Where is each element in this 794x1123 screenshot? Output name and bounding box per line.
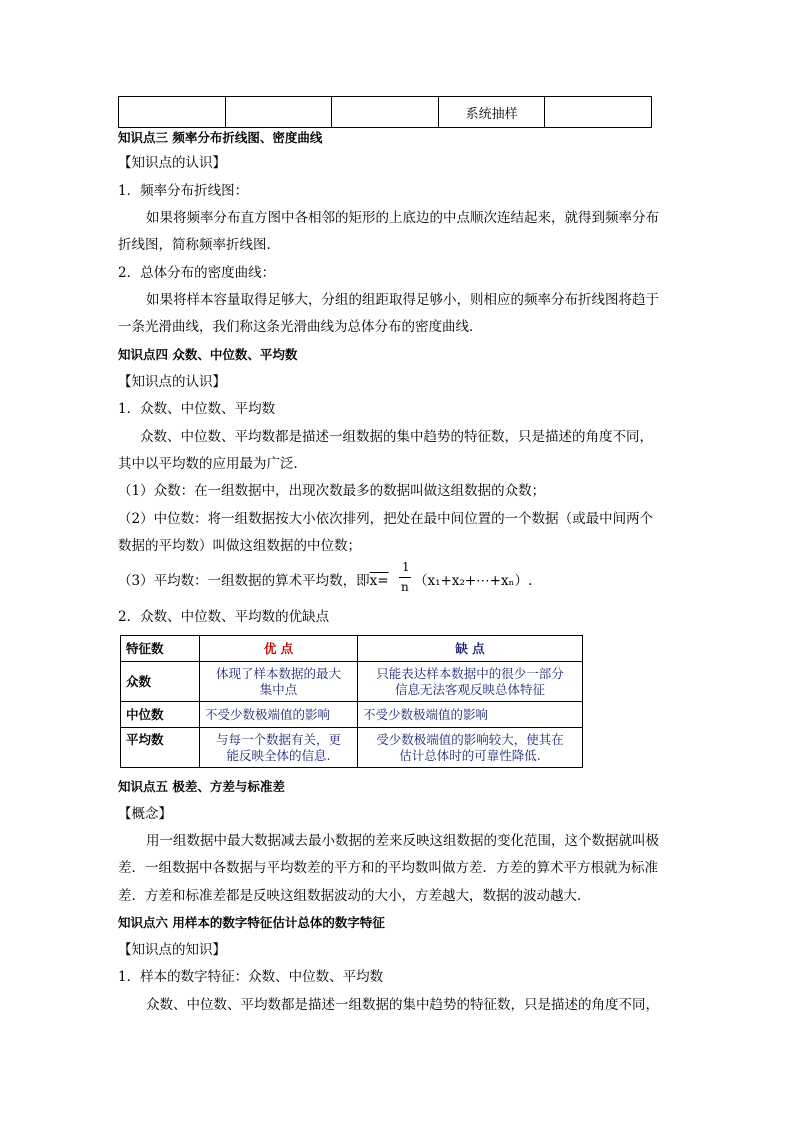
fraction-numerator: 1 xyxy=(402,560,410,574)
section-tag: 【知识点的知识】 xyxy=(118,942,226,958)
section-heading-3: 知识点三 频率分布折线图、密度曲线 xyxy=(118,130,323,145)
paragraph-line: 众数、中位数、平均数都是描述一组数据的集中趋势的特征数，只是描述的角度不同， xyxy=(146,997,659,1013)
section-heading-5: 知识点五 极差、方差与标准差 xyxy=(118,779,285,794)
row-cons: 不受少数极端值的影响 xyxy=(358,702,583,728)
cell-line: 与每一个数据有关，更 xyxy=(215,731,341,747)
table-row xyxy=(121,662,583,702)
cell-line: 体现了样本数据的最大 xyxy=(215,665,341,681)
section-tag: 【知识点的认识】 xyxy=(118,155,226,171)
comparison-table xyxy=(120,635,583,768)
paragraph-line: 数据的平均数）叫做这组数据的中位数； xyxy=(118,538,361,554)
paragraph-line: 如果将频率分布直方图中各相邻的矩形的上底边的中点顺次连结起来，就得到频率分布 xyxy=(146,210,659,226)
cell-line: 估计总体时的可靠性降低. xyxy=(399,747,541,763)
paragraph-line: 差．方差和标准差都是反映这组数据波动的大小，方差越大，数据的波动越大． xyxy=(118,888,591,904)
section-tag: 【概念】 xyxy=(118,806,172,822)
table-row xyxy=(121,702,583,728)
item-title: 1．样本的数字特征：众数、中位数、平均数 xyxy=(118,969,384,985)
item-title: 1．频率分布折线图： xyxy=(118,183,249,199)
table-cell xyxy=(545,97,652,128)
item-title: 2．众数、中位数、平均数的优缺点 xyxy=(118,609,330,625)
table-cell xyxy=(225,97,332,128)
header-feature: 特征数 xyxy=(121,636,200,662)
table-header-row xyxy=(121,636,583,662)
paragraph-line: 折线图，简称频率折线图． xyxy=(118,237,280,253)
item-title: 1．众数、中位数、平均数 xyxy=(118,401,276,417)
row-pros xyxy=(200,662,358,702)
row-feature: 中位数 xyxy=(121,702,200,728)
row-pros xyxy=(200,728,358,768)
header-cons: 缺 点 xyxy=(358,636,583,662)
cell-line: 只能表达样本数据中的很少一部分 xyxy=(376,665,564,681)
sampling-table-fragment xyxy=(118,96,652,128)
paragraph-line: 用一组数据中最大数据减去最小数据的差来反映这组数据的变化范围，这个数据就叫极 xyxy=(146,833,659,849)
paragraph-line: 差．一组数据中各数据与平均数差的平方和的平均数叫做方差．方差的算术平方根就为标准 xyxy=(118,860,658,876)
row-cons xyxy=(358,728,583,768)
cell-line: 信息无法客观反映总体特征 xyxy=(394,681,545,697)
row-feature: 平均数 xyxy=(121,728,200,768)
row-pros: 不受少数极端值的影响 xyxy=(200,702,358,728)
fraction-denominator: n xyxy=(401,580,409,594)
bullet-median: （2）中位数：将一组数据按大小依次排列，把处在最中间位置的一个数据（或最中间两个 xyxy=(118,511,654,527)
table-cell xyxy=(332,97,439,128)
bullet-mean xyxy=(118,571,389,591)
cell-line: 集中点 xyxy=(259,681,298,697)
paragraph-line: 如果将样本容量取得足够大，分组的组距取得足够小，则相应的频率分布折线图将趋于 xyxy=(146,292,659,308)
section-heading-4: 知识点四 众数、中位数、平均数 xyxy=(118,347,298,362)
cell-line: 能反映全体的信息. xyxy=(226,747,331,763)
item-title: 2．总体分布的密度曲线： xyxy=(118,265,276,281)
mean-formula-symbol: x= xyxy=(369,573,389,589)
cell-line: 受少数极端值的影响较大，使其在 xyxy=(376,731,564,747)
bullet-mode: （1）众数：在一组数据中，出现次数最多的数据叫做这组数据的众数； xyxy=(118,483,546,499)
row-cons xyxy=(358,662,583,702)
paragraph-line: 其中以平均数的应用最为广泛． xyxy=(118,456,307,472)
header-pros: 优 点 xyxy=(200,636,358,662)
row-feature: 众数 xyxy=(121,662,200,702)
table-row xyxy=(121,728,583,768)
mean-formula-sum: （x₁+x₂+⋯+xₙ）. xyxy=(414,573,533,589)
section-heading-6: 知识点六 用样本的数字特征估计总体的数字特征 xyxy=(118,915,385,930)
paragraph-line: 一条光滑曲线，我们称这条光滑曲线为总体分布的密度曲线． xyxy=(118,319,483,335)
table-cell: 系统抽样 xyxy=(438,97,545,128)
section-tag: 【知识点的认识】 xyxy=(118,374,226,390)
fraction-bar xyxy=(399,577,411,578)
bullet-mean-text: （3）平均数：一组数据的算术平均数，即 xyxy=(118,573,370,589)
table-cell xyxy=(119,97,226,128)
paragraph-line: 众数、中位数、平均数都是描述一组数据的集中趋势的特征数，只是描述的角度不同， xyxy=(140,429,653,445)
table-row xyxy=(119,97,652,128)
